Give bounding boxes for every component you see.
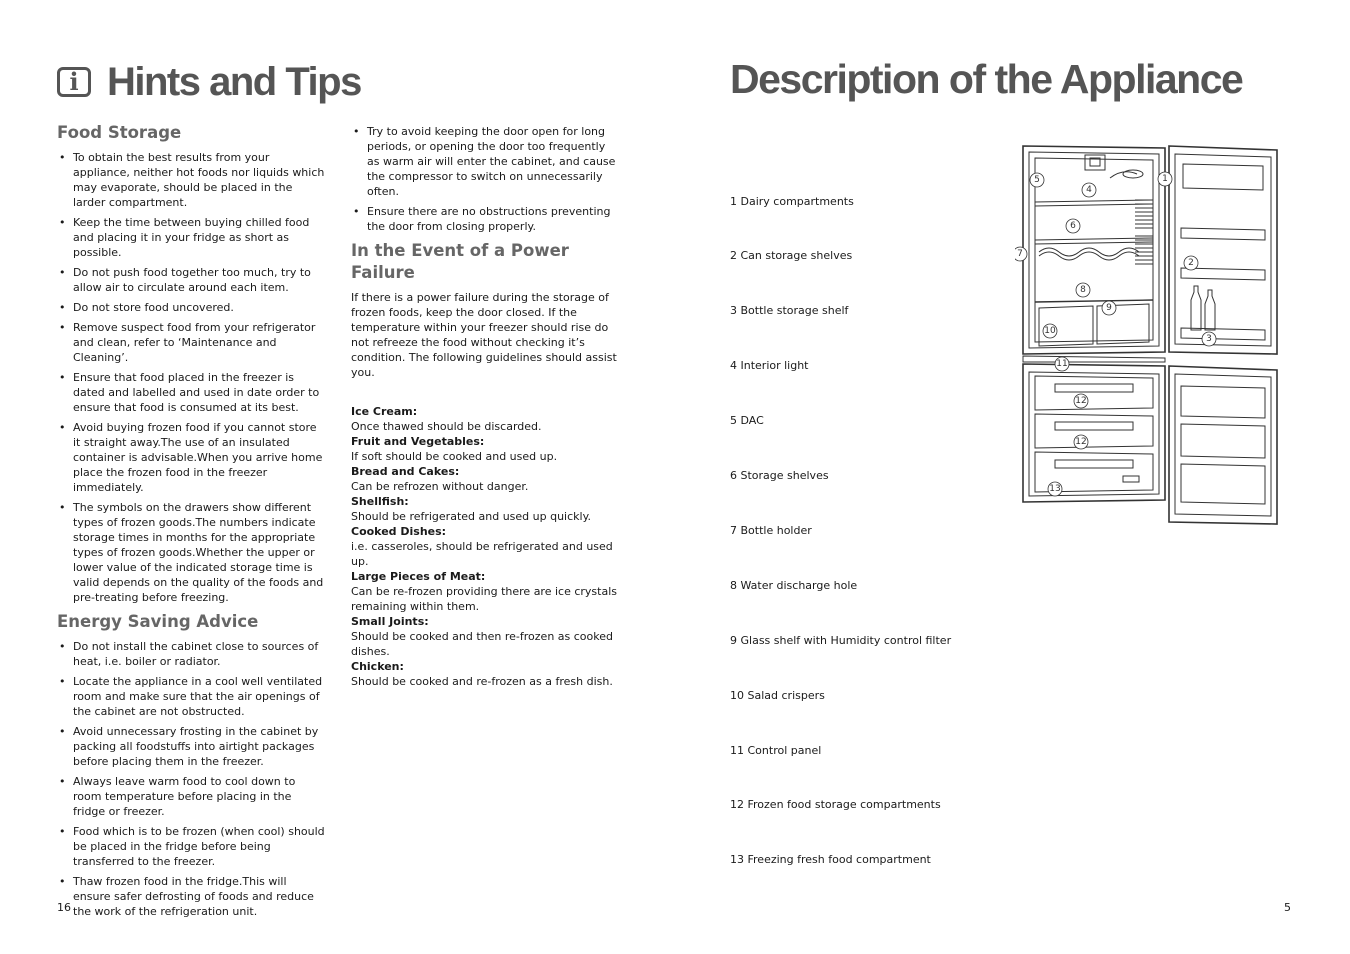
- list-item: • Avoid unnecessary frosting in the cabinet by packing all foodstuffs into airtight packages before placing them in the freezer.: [59, 725, 319, 768]
- guideline-label: Bread and Cakes:: [351, 465, 460, 478]
- callout-label: 12: [1075, 396, 1087, 406]
- guideline-text: Should be refrigerated and used up quickly.: [351, 510, 592, 523]
- guideline-text: Should be cooked and re-frozen as a fresh dish.: [351, 675, 613, 688]
- power-failure-heading: In the Event of a Power Failure: [351, 241, 569, 282]
- guideline-text: i.e. casseroles, should be refrigerated and used up.: [351, 540, 613, 568]
- callout-label: 5: [1034, 175, 1040, 185]
- callout-label: 1: [1162, 174, 1168, 184]
- list-item: • Do not store food uncovered.: [59, 301, 234, 314]
- list-item: • Avoid buying frozen food if you cannot store it straight away.The use of an insulated container is advisable.When you arrive home place the frozen food in the freezer immediately.: [59, 421, 323, 494]
- list-item: • Try to avoid keeping the door open for long periods, or opening the door too frequently as warm air will enter the cabinet, and cause the compressor to switch on unnecessarily often.: [353, 125, 616, 198]
- page-title: Hints and Tips: [107, 60, 361, 104]
- food-storage-heading: Food Storage: [57, 123, 182, 142]
- guideline-text: Can be re-frozen providing there are ice crystals remaining within them.: [351, 585, 617, 613]
- guideline-label: Small Joints:: [351, 615, 429, 628]
- guideline-text: Should be cooked and then re-frozen as cooked dishes.: [351, 630, 613, 658]
- info-icon: i: [57, 67, 91, 97]
- guideline-label: Shellfish:: [351, 495, 409, 508]
- guideline-label: Ice Cream:: [351, 405, 418, 418]
- list-item: • Keep the time between buying chilled food and placing it in your fridge as short as possible.: [59, 216, 310, 259]
- callout-label: 10: [1044, 326, 1056, 336]
- callout-label: 4: [1086, 185, 1092, 195]
- fridge-freezer-illustration: [1015, 140, 1295, 530]
- list-item: • The symbols on the drawers show different types of frozen goods.The numbers indicate storage times in months for the appropriate types of frozen goods.Whether the upper or lower value of the indicated storage time is valid depends on the quality of the foods and pre-treating before freezing.: [59, 501, 324, 604]
- callout-label: 2: [1188, 258, 1194, 268]
- guideline-text: If soft should be cooked and used up.: [351, 450, 558, 463]
- legend-item: 3 Bottle storage shelf: [730, 304, 849, 318]
- legend-item: 2 Can storage shelves: [730, 249, 853, 263]
- power-failure-text: If there is a power failure during the storage of frozen foods, keep the door closed. If the temperature within your freezer should rise do not refreeze the food without checking it’s condition. The following guidelines should assist you.: [351, 291, 617, 379]
- list-item: • Thaw frozen food in the fridge.This will ensure safer defrosting of foods and reduce the work of the refrigeration unit.: [59, 875, 314, 918]
- guideline-text: Can be refrozen without danger.: [351, 480, 529, 493]
- door-tips-list: [351, 124, 619, 234]
- column-right: [351, 124, 619, 689]
- callout-label: 7: [1017, 249, 1023, 259]
- callout-label: 3: [1206, 334, 1212, 344]
- legend-item: 10 Salad crispers: [730, 688, 825, 702]
- legend-item: 13 Freezing fresh food compartment: [730, 853, 931, 867]
- legend-item: 6 Storage shelves: [730, 469, 829, 483]
- list-item: • To obtain the best results from your appliance, neither hot foods nor liquids which may evaporate, should be placed in the larder compartment.: [59, 151, 325, 209]
- callout-label: 6: [1070, 221, 1076, 231]
- column-left: [57, 122, 325, 924]
- legend-item: 8 Water discharge hole: [730, 578, 858, 592]
- legend-item: 9 Glass shelf with Humidity control filter: [730, 633, 952, 647]
- page-number: 16: [57, 901, 71, 914]
- page-title: Description of the Appliance: [730, 56, 1243, 102]
- legend-item: 7 Bottle holder: [730, 523, 812, 537]
- legend-item: 12 Frozen food storage compartments: [730, 798, 941, 812]
- list-item: • Do not install the cabinet close to sources of heat, i.e. boiler or radiator.: [59, 640, 319, 668]
- energy-saving-heading: Energy Saving Advice: [57, 612, 259, 631]
- list-item: • Do not push food together too much, try to allow air to circulate around each item.: [59, 266, 311, 294]
- energy-saving-list: [57, 639, 325, 919]
- callout-label: 9: [1106, 303, 1112, 313]
- guidelines: [351, 404, 619, 689]
- guideline-text: Once thawed should be discarded.: [351, 420, 542, 433]
- guideline-label: Chicken:: [351, 660, 404, 673]
- list-item: • Remove suspect food from your refrigerator and clean, refer to ‘Maintenance and Cleaning’.: [59, 321, 316, 364]
- callout-label: 8: [1080, 285, 1086, 295]
- guideline-label: Cooked Dishes:: [351, 525, 447, 538]
- legend-item: 4 Interior light: [730, 359, 809, 373]
- page-description-of-appliance: [675, 0, 1350, 954]
- callout-label: 12: [1075, 437, 1087, 447]
- list-item: • Ensure that food placed in the freezer is dated and labelled and used in date order to ensure that food is consumed at its best.: [59, 371, 320, 414]
- callout-label: 13: [1049, 484, 1061, 494]
- callout-label: 11: [1056, 359, 1068, 369]
- page-number: 5: [1284, 901, 1291, 914]
- appliance-diagram: [1015, 140, 1295, 530]
- list-item: • Ensure there are no obstructions preventing the door from closing properly.: [353, 205, 611, 233]
- legend-item: 1 Dairy compartments: [730, 194, 854, 208]
- food-storage-list: [57, 150, 325, 605]
- parts-legend: [730, 156, 951, 906]
- legend-item: 5 DAC: [730, 414, 764, 428]
- legend-item: 11 Control panel: [730, 743, 822, 757]
- guideline-label: Large Pieces of Meat:: [351, 570, 486, 583]
- list-item: • Always leave warm food to cool down to room temperature before placing in the fridge or freezer.: [59, 775, 296, 818]
- guideline-label: Fruit and Vegetables:: [351, 435, 485, 448]
- list-item: • Locate the appliance in a cool well ventilated room and make sure that the air openings of the cabinet are not obstructed.: [59, 675, 323, 718]
- list-item: • Food which is to be frozen (when cool) should be placed in the fridge before being transferred to the freezer.: [59, 825, 325, 868]
